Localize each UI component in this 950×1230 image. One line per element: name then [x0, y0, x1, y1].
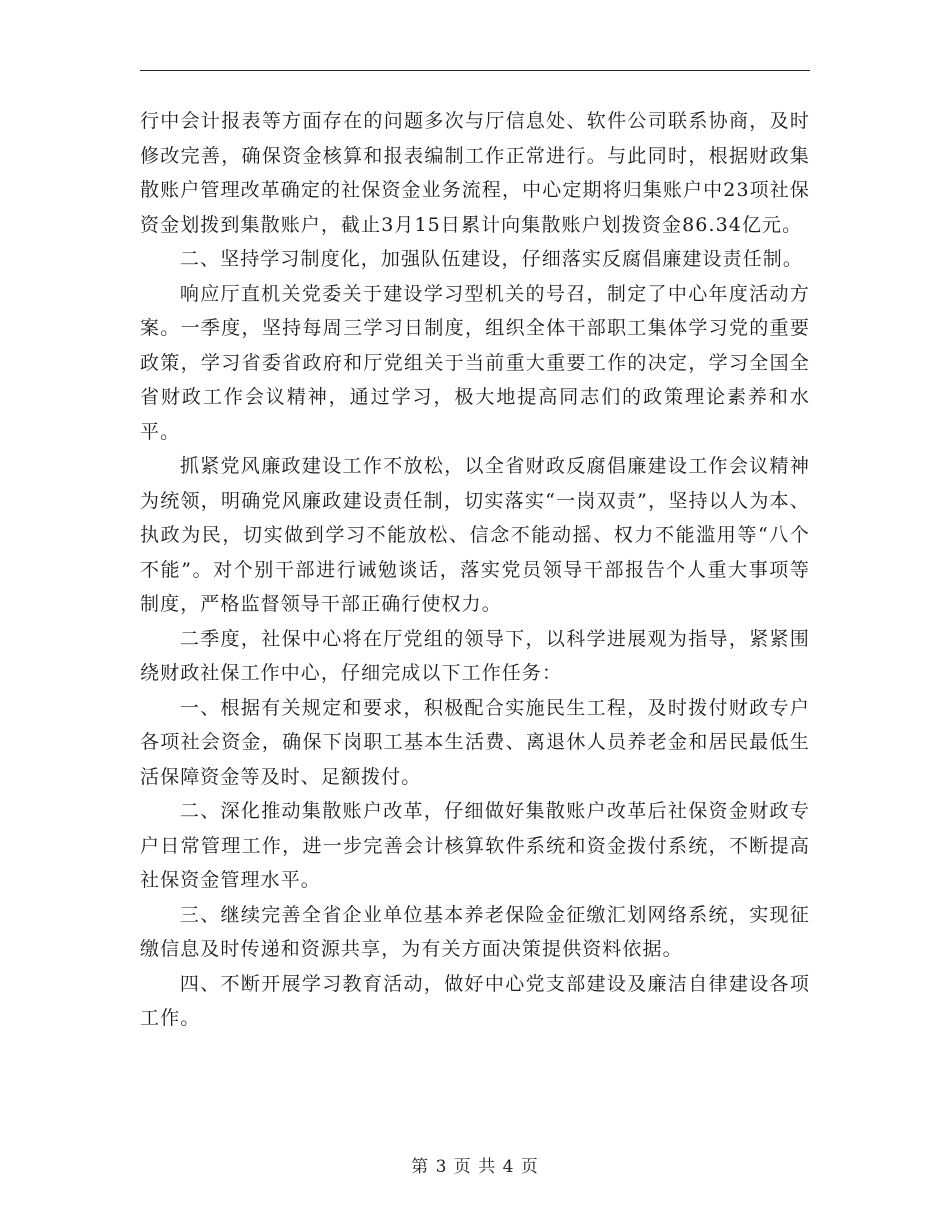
paragraph-5: 二季度，社保中心将在厅党组的领导下，以科学进展观为指导，紧紧围绕财政社保工作中心，仔细完成以下工作任务： — [140, 627, 810, 684]
paragraph-1: 行中会计报表等方面存在的问题多次与厅信息处、软件公司联系协商，及时修改完善，确保资金核算和报表编制工作正常进行。与此同时，根据财政集散账户管理改革确定的社保资金业务流程，中心定期将归集账户中23项社保资金划拨到集散账户，截止3月15日累计向集散账户划拨资金86.34亿元。 — [140, 110, 810, 236]
paragraph-7: 二、深化推动集散账户改革，仔细做好集散账户改革后社保资金财政专户日常管理工作，进一步完善会计核算软件系统和资金拨付系统，不断提高社保资金管理水平。 — [140, 800, 810, 891]
paragraph-4: 抓紧党风廉政建设工作不放松，以全省财政反腐倡廉建设工作会议精神为统领，明确党风廉政建设责任制，切实落实“一岗双责”，坚持以人为本、执政为民，切实做到学习不能放松、信念不能动摇、权力不能滥用等“八个不能”。对个别干部进行诫勉谈话，落实党员领导干部报告个人重大事项等制度，严格监督领导干部正确行使权力。 — [140, 455, 810, 615]
paragraph-3: 响应厅直机关党委关于建设学习型机关的号召，制定了中心年度活动方案。一季度，坚持每周三学习日制度，组织全体干部职工集体学习党的重要政策，学习省委省政府和厅党组关于当前重大重要工作的决定，学习全国全省财政工作会议精神，通过学习，极大地提高同志们的政策理论素养和水平。 — [140, 282, 810, 443]
paragraph-2: 二、坚持学习制度化，加强队伍建设，仔细落实反腐倡廉建设责任制。 — [179, 248, 803, 270]
paragraph-9: 四、不断开展学习教育活动，做好中心党支部建设及廉洁自律建设各项工作。 — [140, 972, 810, 1029]
header-rule — [140, 70, 810, 71]
page-footer: 第 3 页 共 4 页 — [411, 1157, 539, 1177]
document-body — [140, 104, 810, 1036]
paragraph-6: 一、根据有关规定和要求，积极配合实施民生工程，及时拨付财政专户各项社会资金，确保下岗职工基本生活费、离退休人员养老金和居民最低生活保障资金等及时、足额拨付。 — [140, 696, 810, 788]
paragraph-8: 三、继续完善全省企业单位基本养老保险金征缴汇划网络系统，实现征缴信息及时传递和资源共享，为有关方面决策提供资料依据。 — [140, 903, 810, 960]
